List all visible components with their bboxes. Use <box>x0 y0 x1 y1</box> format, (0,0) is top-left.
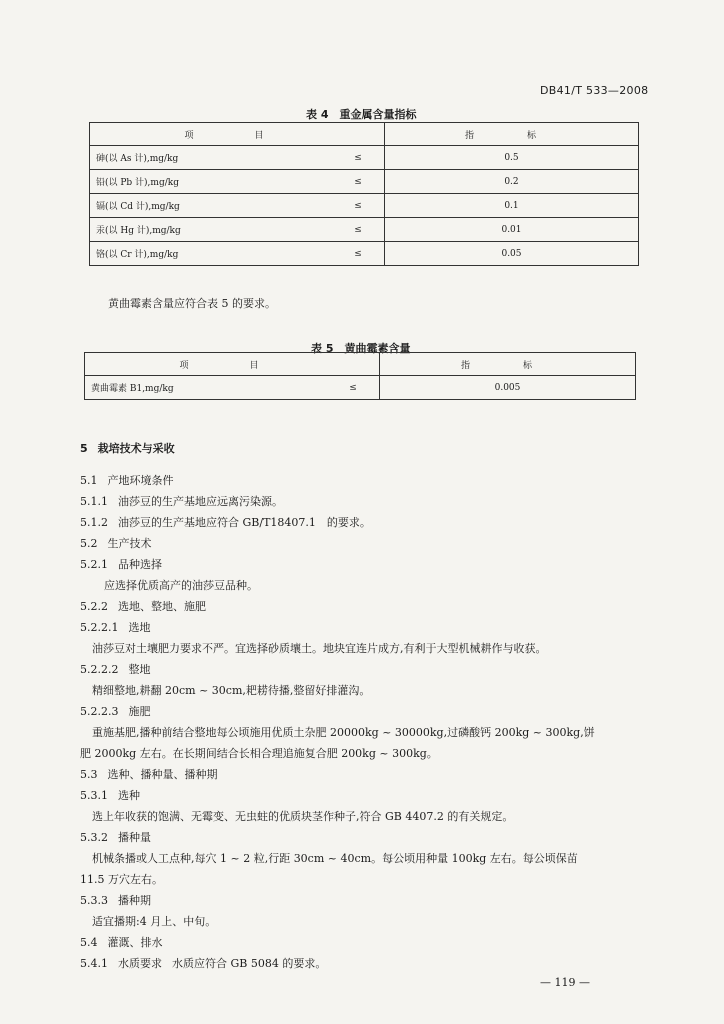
section-title: 整地 <box>128 663 151 676</box>
section-title: 选地 <box>128 621 151 634</box>
section-5-2-2-1-heading <box>80 619 150 635</box>
clause-5-1-1 <box>80 493 283 509</box>
row-value: 0.2 <box>385 170 639 194</box>
section-number: 5.2.1 <box>80 558 108 571</box>
table5-caption: 表 5 黄曲霉素含量 <box>311 342 411 355</box>
paragraph: 应选择优质高产的油莎豆品种。 <box>104 579 258 592</box>
row-item: 铬(以 Cr 计),mg/kg <box>90 242 333 266</box>
section-title: 品种选择 <box>118 558 162 571</box>
row-value: 0.5 <box>385 146 639 170</box>
section-5-2-2-heading <box>80 598 206 614</box>
header-value: 指 标 <box>385 123 639 146</box>
table-row <box>90 146 639 170</box>
row-item: 镉(以 Cd 计),mg/kg <box>90 194 333 218</box>
row-item: 黄曲霉素 B1,mg/kg <box>85 376 328 400</box>
row-item: 铅(以 Pb 计),mg/kg <box>90 170 333 194</box>
table-row <box>90 242 639 266</box>
section-5-3-heading <box>80 766 218 782</box>
section-number: 5.3.2 <box>80 831 108 844</box>
clause-5-1-2 <box>80 514 371 530</box>
section-5-2-2-3-heading <box>80 703 150 719</box>
table-header-row <box>90 123 639 146</box>
section-number: 5.2 <box>80 537 98 550</box>
clause-number: 5.4.1 <box>80 957 108 970</box>
section-number: 5.3 <box>80 768 98 781</box>
table-header-row <box>85 353 636 376</box>
section-title: 灌溉、排水 <box>107 936 163 949</box>
section-number: 5.3.3 <box>80 894 108 907</box>
standard-code: DB41/T 533—2008 <box>540 84 649 97</box>
header-value: 指 标 <box>380 353 636 376</box>
paragraph: 精细整地,耕翻 20cm ~ 30cm,耙耢待播,整留好排灌沟。 <box>92 684 371 697</box>
section-title: 播种期 <box>118 894 151 907</box>
section-5-1-heading <box>80 472 174 488</box>
table-row <box>85 376 636 400</box>
section-5-3-1-heading <box>80 787 140 803</box>
table-row <box>90 170 639 194</box>
aflatoxin-table <box>84 352 636 400</box>
clause-text: 油莎豆的生产基地应符合 GB/T18407.1 的要求。 <box>118 516 371 529</box>
section-number: 5.2.2.1 <box>80 621 119 634</box>
row-value: 0.1 <box>385 194 639 218</box>
section-5-2-heading <box>80 535 152 551</box>
clause-number: 5.1.2 <box>80 516 108 529</box>
paragraph: 机械条播或人工点种,每穴 1 ~ 2 粒,行距 30cm ~ 40cm。每公顷用种量 100kg 左右。每公顷保苗 <box>92 852 578 865</box>
section-title: 选种 <box>118 789 140 802</box>
section-number: 5 <box>80 442 88 455</box>
header-item: 项 目 <box>85 353 380 376</box>
section-title: 选地、整地、施肥 <box>118 600 206 613</box>
row-cmp: ≤ <box>332 218 385 242</box>
paragraph: 油莎豆对土壤肥力要求不严。宜选择砂质壤土。地块宜连片成方,有利于大型机械耕作与收获。 <box>92 642 547 655</box>
clause-text: 水质应符合 GB 5084 的要求。 <box>172 957 327 970</box>
section-title: 选种、播种量、播种期 <box>107 768 218 781</box>
table4-caption: 表 4 重金属含量指标 <box>306 108 417 121</box>
section-title: 生产技术 <box>107 537 152 550</box>
header-item: 项 目 <box>90 123 385 146</box>
page-number: — 119 — <box>540 976 590 989</box>
row-value: 0.005 <box>380 376 636 400</box>
row-cmp: ≤ <box>332 194 385 218</box>
heavy-metal-table <box>89 122 639 266</box>
table-row <box>90 194 639 218</box>
paragraph-continued: 肥 2000kg 左右。在长期间结合长相合理追施复合肥 200kg ~ 300kg。 <box>80 747 438 760</box>
section-5-3-2-heading <box>80 829 151 845</box>
row-cmp: ≤ <box>332 242 385 266</box>
section-5-4-heading <box>80 934 163 950</box>
section-number: 5.1 <box>80 474 98 487</box>
clause-5-4-1 <box>80 955 326 971</box>
section-5-2-1-heading <box>80 556 162 572</box>
section-number: 5.2.2 <box>80 600 108 613</box>
section-5-3-3-heading <box>80 892 151 908</box>
section-title: 产地环境条件 <box>107 474 174 487</box>
row-cmp: ≤ <box>332 146 385 170</box>
section-5-heading <box>80 440 175 456</box>
row-cmp: ≤ <box>332 170 385 194</box>
paragraph: 重施基肥,播种前结合整地每公顷施用优质土杂肥 20000kg ~ 30000kg,过磷酸钙 200kg ~ 300kg,饼 <box>92 726 595 739</box>
paragraph: 选上年收获的饱满、无霉变、无虫蛀的优质块茎作种子,符合 GB 4407.2 的有关规定。 <box>92 810 514 823</box>
section-title: 播种量 <box>118 831 151 844</box>
row-cmp: ≤ <box>327 376 380 400</box>
section-number: 5.2.2.3 <box>80 705 119 718</box>
clause-number: 5.1.1 <box>80 495 108 508</box>
row-value: 0.05 <box>385 242 639 266</box>
section-title: 施肥 <box>128 705 151 718</box>
row-item: 汞(以 Hg 计),mg/kg <box>90 218 333 242</box>
paragraph-continued: 11.5 万穴左右。 <box>80 873 163 886</box>
table-row <box>90 218 639 242</box>
clause-title: 水质要求 <box>118 957 162 970</box>
row-value: 0.01 <box>385 218 639 242</box>
clause-text: 油莎豆的生产基地应远离污染源。 <box>118 495 283 508</box>
section-title: 栽培技术与采收 <box>97 442 175 455</box>
section-number: 5.4 <box>80 936 98 949</box>
section-5-2-2-2-heading <box>80 661 150 677</box>
intro-table5: 黄曲霉素含量应符合表 5 的要求。 <box>108 297 276 310</box>
section-number: 5.2.2.2 <box>80 663 119 676</box>
row-item: 砷(以 As 计),mg/kg <box>90 146 333 170</box>
section-number: 5.3.1 <box>80 789 108 802</box>
paragraph: 适宜播期:4 月上、中旬。 <box>92 915 217 928</box>
